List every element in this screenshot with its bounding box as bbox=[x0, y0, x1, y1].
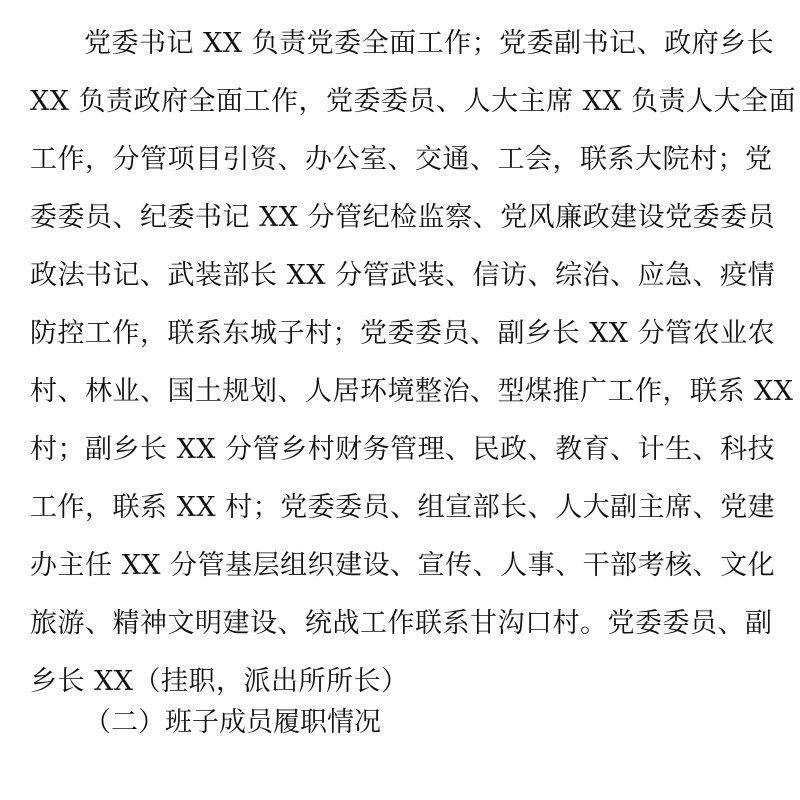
paragraph-line-2: XX 负责政府全面工作，党委委员、人大主席 XX 负责人大全面 bbox=[30, 86, 797, 117]
paragraph-line-5: 政法书记、武装部长 XX 分管武装、信访、综治、应急、疫情 bbox=[30, 260, 776, 291]
paragraph-line-10: 办主任 XX 分管基层组织建设、宣传、人事、干部考核、文化 bbox=[30, 550, 776, 581]
paragraph-line-3: 工作，分管项目引资、办公室、交通、工会，联系大院村；党 bbox=[30, 144, 773, 175]
paragraph-line-4: 委委员、纪委书记 XX 分管纪检监察、党风廉政建设党委委员 bbox=[30, 202, 776, 233]
section-heading: （二）班子成员履职情况 bbox=[84, 707, 381, 738]
paragraph-line-7: 村、林业、国土规划、人居环境整治、型煤推广工作，联系 XX bbox=[30, 376, 794, 407]
paragraph-line-6: 防控工作，联系东城子村；党委委员、副乡长 XX 分管农业农 bbox=[30, 318, 776, 349]
cropped-previous-line bbox=[200, 0, 380, 6]
paragraph-line-12: 乡长 XX（挂职，派出所所长） bbox=[30, 666, 409, 697]
paragraph-line-9: 工作，联系 XX 村；党委委员、组宣部长、人大副主席、党建 bbox=[30, 492, 776, 523]
paragraph-line-8: 村；副乡长 XX 分管乡村财务管理、民政、教育、计生、科技 bbox=[30, 434, 776, 465]
paragraph-line-1: 党委书记 XX 负责党委全面工作；党委副书记、政府乡长 bbox=[84, 28, 775, 59]
paragraph-line-11: 旅游、精神文明建设、统战工作联系甘沟口村。党委委员、副 bbox=[30, 608, 773, 639]
